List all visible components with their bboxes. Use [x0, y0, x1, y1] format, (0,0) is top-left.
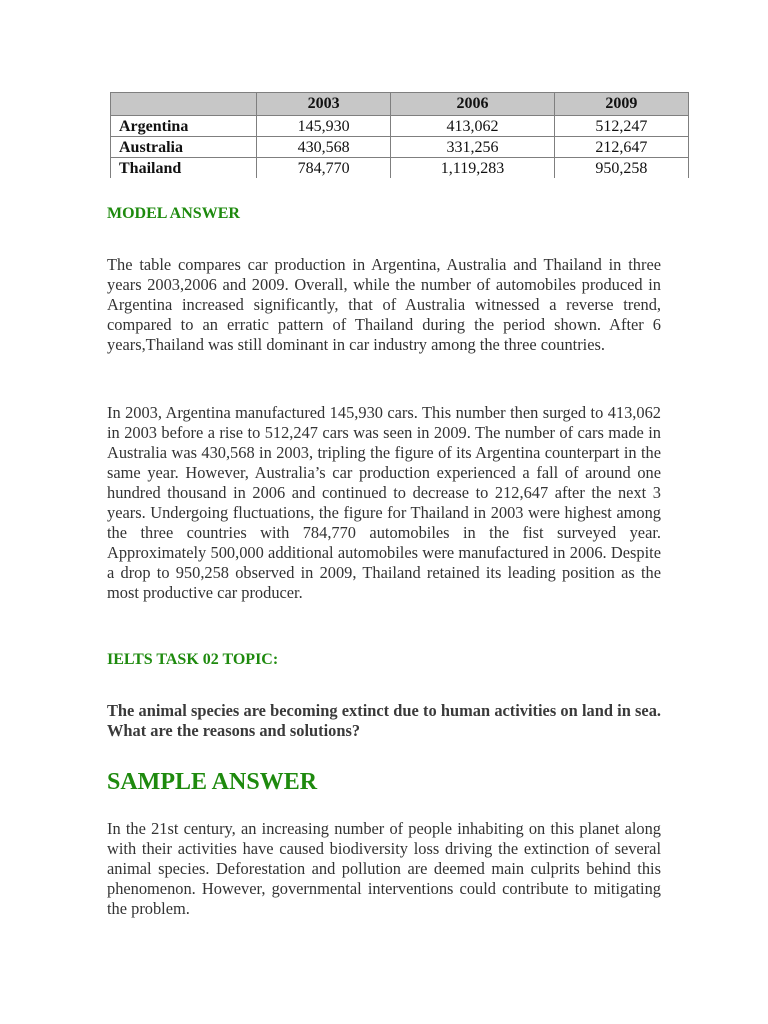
model-answer-heading: MODEL ANSWER	[107, 205, 240, 222]
model-answer-paragraph-1: The table compares car production in Argentina, Australia and Thailand in three years 2003,2006 and 2009. Overall, while the number of automobiles produced in Argentina increased significantly, that of Australia witnessed a reverse trend, compared to an erratic pattern of Thailand during the period shown. After 6 years,Thailand was still dominant in car industry among the three countries.	[107, 255, 661, 354]
table-row-country: Argentina	[111, 116, 257, 137]
table-cell: 145,930	[257, 116, 391, 137]
table-cell: 512,247	[554, 116, 688, 137]
table-header-corner	[111, 93, 257, 116]
sample-answer-heading: SAMPLE ANSWER	[107, 769, 318, 795]
table-cell: 430,568	[257, 137, 391, 158]
table-cell: 212,647	[554, 137, 688, 158]
task2-question: The animal species are becoming extinct due to human activities on land in sea. What are the reasons and solutions?	[107, 701, 661, 740]
table-cell: 331,256	[391, 137, 554, 158]
table-row	[111, 158, 689, 179]
table-header-row	[111, 93, 689, 116]
table-cell: 784,770	[257, 158, 391, 179]
table-header-cell: 2006	[391, 93, 554, 116]
table-cell: 413,062	[391, 116, 554, 137]
table-header-cell: 2009	[554, 93, 688, 116]
table-cell: 950,258	[554, 158, 688, 179]
table-row-country: Thailand	[111, 158, 257, 179]
table-cell: 1,119,283	[391, 158, 554, 179]
model-answer-paragraph-2: In 2003, Argentina manufactured 145,930 cars. This number then surged to 413,062 in 2003 before a rise to 512,247 cars was seen in 2009. The number of cars made in Australia was 430,568 in 2003, tripling the figure of its Argentina counterpart in the same year. However, Australia’s car production experienced a fall of around one hundred thousand in 2006 and continued to decrease to 212,647 after the next 3 years. Undergoing fluctuations, the figure for Thailand in 2003 were highest among the three countries with 784,770 automobiles in the fist surveyed year. Approximately 500,000 additional automobiles were manufactured in 2006. Despite a drop to 950,258 observed in 2009, Thailand retained its leading position as the most productive car producer.	[107, 403, 661, 602]
table-row-country: Australia	[111, 137, 257, 158]
sample-answer-paragraph: In the 21st century, an increasing number of people inhabiting on this planet along with their activities have caused biodiversity loss driving the extinction of several animal species. Deforestation and pollution are deemed main culprits behind this phenomenon. However, governmental interventions could contribute to mitigating the problem.	[107, 819, 661, 918]
table-row	[111, 137, 689, 158]
table-header-cell: 2003	[257, 93, 391, 116]
table-row	[111, 116, 689, 137]
car-production-table	[110, 92, 689, 178]
task2-heading: IELTS TASK 02 TOPIC:	[107, 651, 279, 668]
